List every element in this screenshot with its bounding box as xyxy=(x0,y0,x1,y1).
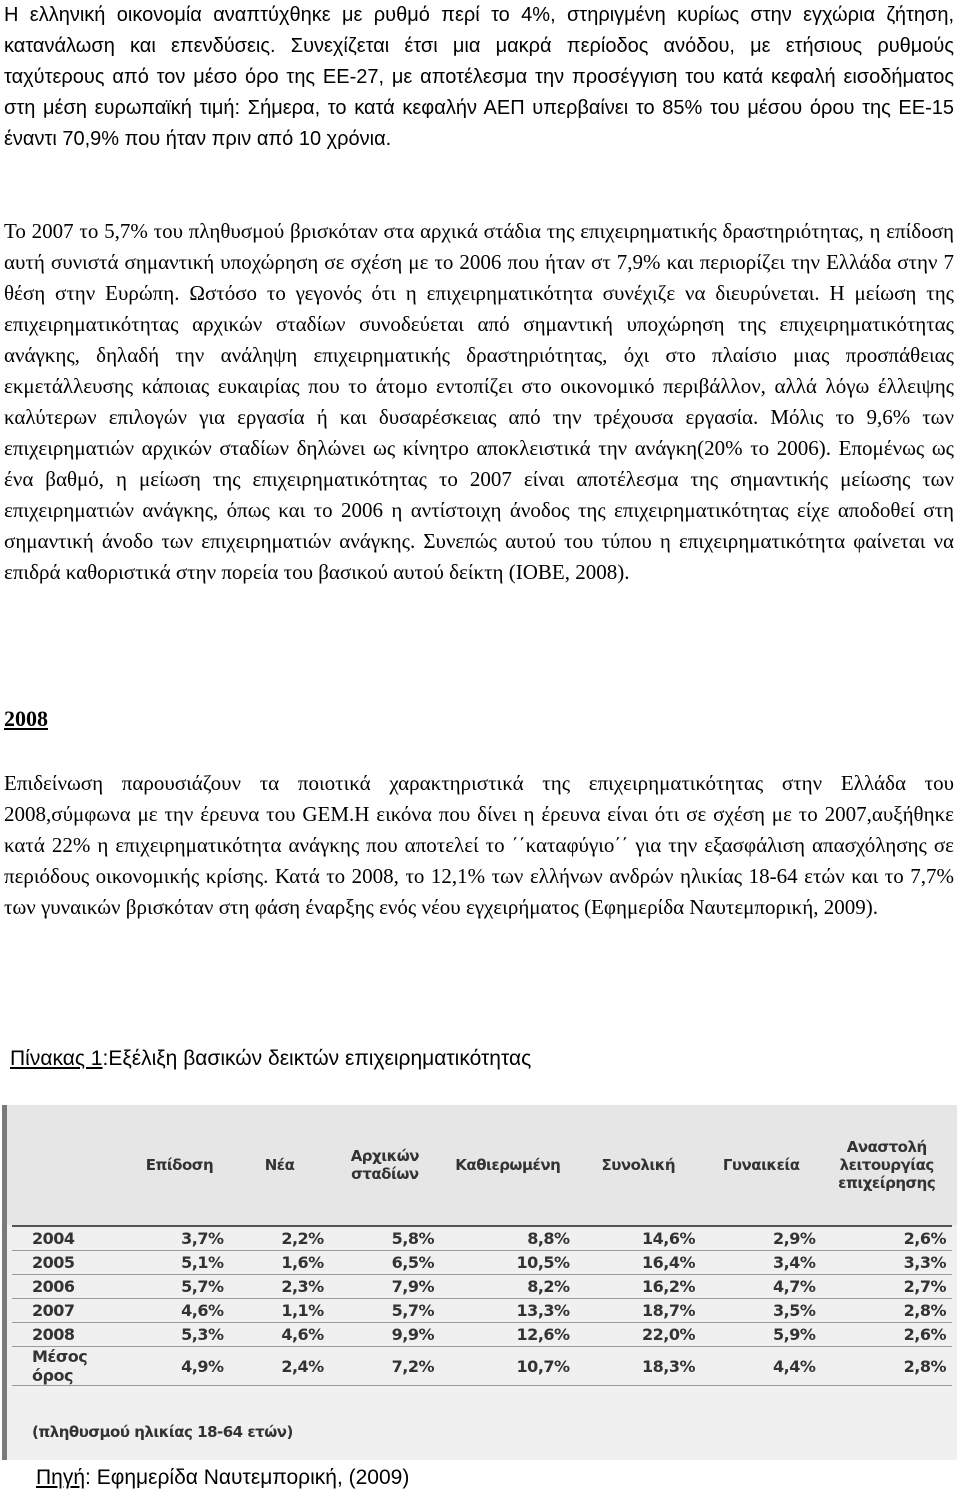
table-cell: 2,8% xyxy=(821,1299,952,1323)
table-cell: 2005 xyxy=(12,1251,129,1275)
paragraph-2008: Επιδείνωση παρουσιάζουν τα ποιοτικά χαρακτηριστικά της επιχειρηματικότητας στην Ελλάδα του 2008,σύμφωνα με την έρευνα του GEM.Η εικόνα που δίνει η έρευνα είναι ότι σε σχέση με το 2007,αυξήθηκε κατά 22% η επιχειρηματικότητα ανάγκης που αποτελεί το ΄΄καταφύγιο΄΄ για την εξασφάλιση απασχόλησης σε περιόδους οικονομικής κρίσης. Κατά το 2008, το 12,1% των ελλήνων ανδρών ηλικίας 18-64 ετών και το 7,7% των γυναικών βρισκόταν στη φάση έναρξης ενός νέου εγχειρήματος (Εφημερίδα Ναυτεμπορική, 2009). xyxy=(4,771,954,919)
header-cell-total: Συνολική xyxy=(601,1156,676,1174)
table-cell: 4,4% xyxy=(701,1347,821,1386)
table-cell: 2008 xyxy=(12,1323,129,1347)
table-row xyxy=(12,1226,952,1251)
table-row xyxy=(12,1347,952,1386)
table-left-edge xyxy=(2,1105,7,1460)
table-cell: 4,6% xyxy=(230,1323,330,1347)
table-cell: 10,7% xyxy=(440,1347,576,1386)
header-cell-discontinuation: Αναστολή λειτουργίας επιχείρησης xyxy=(838,1138,936,1192)
table-cell: 14,6% xyxy=(576,1226,701,1251)
header-cell-female: Γυναικεία xyxy=(722,1156,800,1174)
table-cell: 10,5% xyxy=(440,1251,576,1275)
table-caption-label: Πίνακας 1 xyxy=(10,1047,103,1070)
table-cell: 2,2% xyxy=(230,1226,330,1251)
table-cell: 7,9% xyxy=(330,1275,440,1299)
table-cell: 1,6% xyxy=(230,1251,330,1275)
table-cell: 9,9% xyxy=(330,1323,440,1347)
table-cell: 2006 xyxy=(12,1275,129,1299)
table-cell: 3,3% xyxy=(821,1251,952,1275)
table-cell: 8,2% xyxy=(440,1275,576,1299)
paragraph-2007: Το 2007 το 5,7% του πληθυσμού βρισκόταν στα αρχικά στάδια της επιχειρηματικής δραστηριότητας, η επίδοση αυτή συνιστά σημαντική υποχώρηση σε σχέση με το 2006 που ήταν στ 7,9% και περιορίζει την Ελλάδα στην 7 θέση στην Ευρώπη. Ωστόσο το γεγονός ότι η επιχειρηματικότητα συνέχιζε να διευρύνεται. Η μείωση της επιχειρηματικότητας αρχικών σταδίων συνοδεύεται από σημαντική υποχώρηση της επιχειρηματικότητας ανάγκης, δηλαδή την ανάληψη επιχειρηματικής δραστηριότητας, όχι στο πλαίσιο μιας προσπάθειας εκμετάλλευσης κάποιας ευκαιρίας που το άτομο εντοπίζει στο οικονομικό περιβάλλον, αλλά λόγω έλλειψης καλύτερων επιλογών για εργασία ή και δυσαρέσκειας από την τρέχουσα εργασία. Μόλις το 9,6% των επιχειρηματιών αρχικών σταδίων δηλώνει ως κίνητρο αποκλειστικά την ανάγκη(20% το 2006). Επομένως ως ένα βαθμό, η μείωση της επιχειρηματικότητας το 2007 είναι αποτέλεσμα της σημαντικής μείωσης των επιχειρηματιών ανάγκης, όπως και το 2006 η αντίστοιχη άνοδος της επιχειρηματικότητας είχε αποδοθεί στη σημαντική άνοδο των επιχειρηματιών ανάγκης. Συνεπώς αυτού του τύπου η επιχειρηματικότητα φαίνεται να επιδρά καθοριστικά στην πορεία του βασικού αυτού δείκτη (ΙΟΒΕ, 2008). xyxy=(4,219,954,584)
table-cell: 5,1% xyxy=(129,1251,229,1275)
table-cell: 2,4% xyxy=(230,1347,330,1386)
table-caption xyxy=(10,1047,531,1071)
table-row xyxy=(12,1323,952,1347)
table-row xyxy=(12,1251,952,1275)
table-row xyxy=(12,1299,952,1323)
table-cell: 4,9% xyxy=(129,1347,229,1386)
header-cell-established: Καθιερωμένη xyxy=(455,1156,561,1174)
source-label: Πηγή xyxy=(36,1466,86,1489)
source-line xyxy=(36,1466,409,1490)
table-cell: 2,6% xyxy=(821,1226,952,1251)
table-row xyxy=(12,1275,952,1299)
table-cell: 3,5% xyxy=(701,1299,821,1323)
header-cell-performance: Επίδοση xyxy=(145,1156,214,1174)
table-cell: 2007 xyxy=(12,1299,129,1323)
header-cell-early-stage: Αρχικών σταδίων xyxy=(350,1147,419,1183)
table-header-row xyxy=(12,1105,952,1226)
table-cell: 22,0% xyxy=(576,1323,701,1347)
table-cell: 1,1% xyxy=(230,1299,330,1323)
table-cell: 7,2% xyxy=(330,1347,440,1386)
table-footnote: (πληθυσμού ηλικίας 18-64 ετών) xyxy=(32,1423,293,1441)
table-caption-text: :Εξέλιξη βασικών δεικτών επιχειρηματικότητας xyxy=(102,1047,532,1070)
section-heading-2008: 2008 xyxy=(4,706,48,731)
table-cell: 2,6% xyxy=(821,1323,952,1347)
table-cell: 16,2% xyxy=(576,1275,701,1299)
table-cell: 5,9% xyxy=(701,1323,821,1347)
table-cell: 12,6% xyxy=(440,1323,576,1347)
table-image xyxy=(2,1105,957,1460)
table-cell: 18,7% xyxy=(576,1299,701,1323)
table-cell: 2,3% xyxy=(230,1275,330,1299)
table-cell: 5,3% xyxy=(129,1323,229,1347)
entrepreneurship-table xyxy=(12,1105,952,1386)
table-cell: 4,6% xyxy=(129,1299,229,1323)
paragraph-economy: Η ελληνική οικονομία αναπτύχθηκε με ρυθμό περί το 4%, στηριγμένη κυρίως στην εγχώρια ζήτηση, κατανάλωση και επενδύσεις. Συνεχίζεται έτσι μια μακρά περίοδος ανόδου, με ετήσιους ρυθμούς ταχύτερους από τον μέσο όρο της ΕΕ-27, με αποτέλεσμα την προσέγγιση του κατά κεφαλή εισοδήματος στη μέση ευρωπαϊκή τιμή: Σήμερα, το κατά κεφαλήν ΑΕΠ υπερβαίνει το 85% του μέσου όρου της ΕΕ-15 έναντι 70,9% που ήταν πριν από 10 χρόνια. xyxy=(4,4,954,150)
table-cell: 6,5% xyxy=(330,1251,440,1275)
table-cell: 2,8% xyxy=(821,1347,952,1386)
table-cell: Μέσος όρος xyxy=(12,1347,129,1386)
table-cell: 2,7% xyxy=(821,1275,952,1299)
table-cell: 5,7% xyxy=(129,1275,229,1299)
table-cell: 8,8% xyxy=(440,1226,576,1251)
table-cell: 3,7% xyxy=(129,1226,229,1251)
table-cell: 5,8% xyxy=(330,1226,440,1251)
table-cell: 3,4% xyxy=(701,1251,821,1275)
header-cell-new: Νέα xyxy=(264,1156,295,1174)
header-cell-year xyxy=(12,1105,129,1226)
table-cell: 16,4% xyxy=(576,1251,701,1275)
source-text: : Εφημερίδα Ναυτεμπορική, (2009) xyxy=(85,1466,410,1489)
table-cell: 18,3% xyxy=(576,1347,701,1386)
table-cell: 4,7% xyxy=(701,1275,821,1299)
table-cell: 13,3% xyxy=(440,1299,576,1323)
table-cell: 2004 xyxy=(12,1226,129,1251)
table-cell: 2,9% xyxy=(701,1226,821,1251)
table-cell: 5,7% xyxy=(330,1299,440,1323)
